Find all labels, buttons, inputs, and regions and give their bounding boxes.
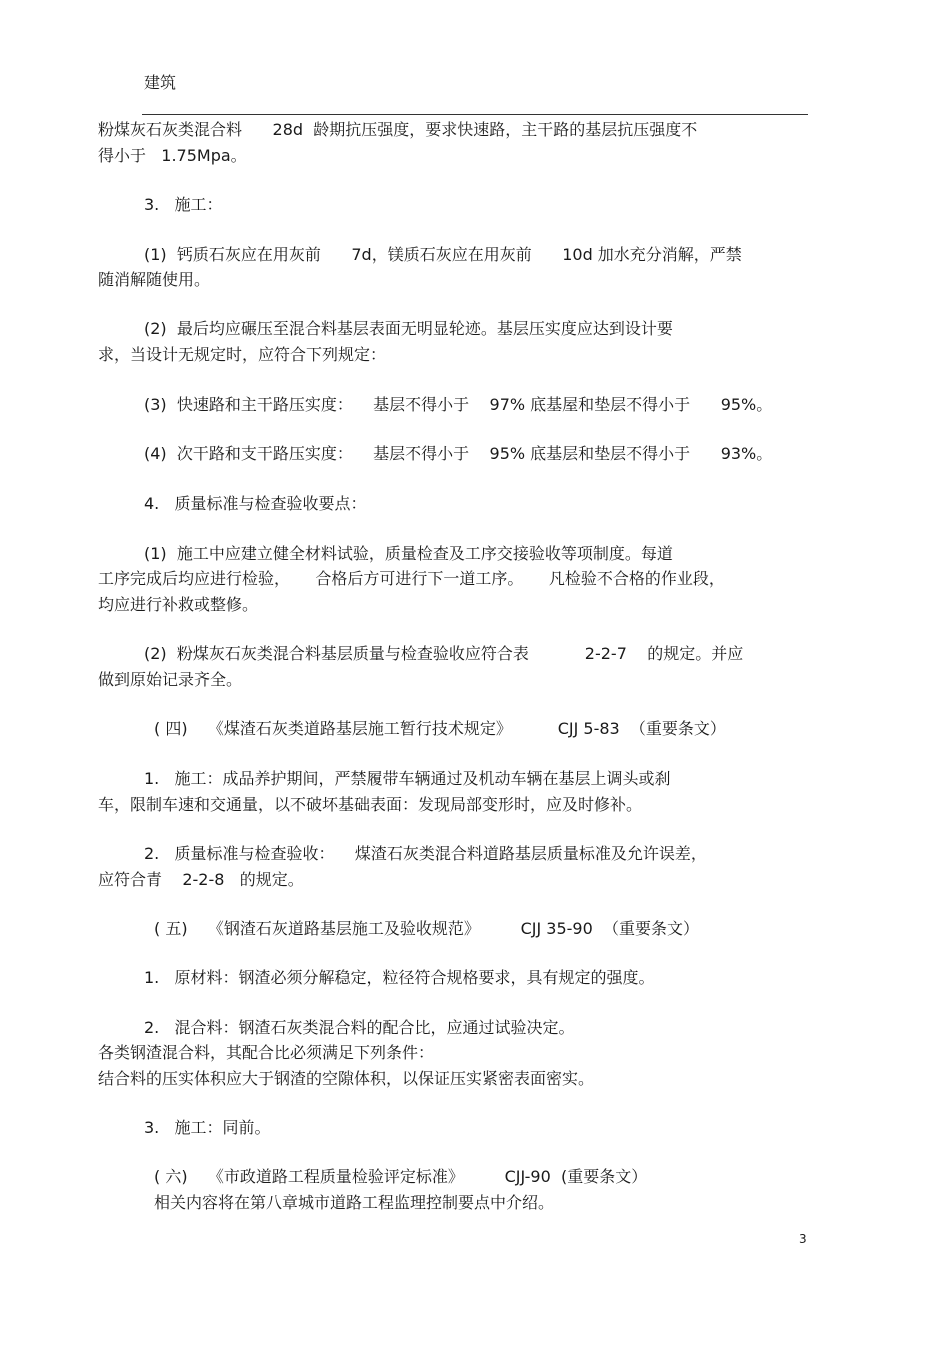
text-line: (2) 粉煤灰石灰类混合料基层质量与检查验收应符合表 2-2-7 的规定。并应	[144, 644, 744, 663]
page-number: 3	[799, 1232, 807, 1246]
text-line: (1) 钙质石灰应在用灰前 7d，镁质石灰应在用灰前 10d 加水充分消解，严禁	[144, 245, 742, 264]
text-line: 求，当设计无规定时，应符合下列规定：	[98, 345, 387, 364]
text-line: 做到原始记录齐全。	[98, 670, 243, 689]
text-line: (3) 快速路和主干路压实度： 基层不得小于 97% 底基屋和垫层不得小于 95%。	[144, 395, 773, 414]
text-line: 粉煤灰石灰类混合料 28d 龄期抗压强度，要求快速路，主干路的基层抗压强度不	[98, 120, 698, 139]
section-heading: ( 四) 《煤渣石灰类道路基层施工暂行技术规定》 CJJ 5-83 （重要条文）	[154, 719, 726, 738]
text-line: 2. 混合料：钢渣石灰类混合料的配合比，应通过试验决定。	[144, 1018, 575, 1037]
text-line: (2) 最后均应碾压至混合料基层表面无明显轮迹。基层压实度应达到设计要	[144, 319, 673, 338]
section-heading: ( 六) 《市政道路工程质量检验评定标准》 CJJ-90 (重要条文）	[154, 1167, 648, 1186]
text-line: 2. 质量标准与检查验收： 煤渣石灰类混合料道路基层质量标准及允许误差，	[144, 844, 707, 863]
text-line: 各类钢渣混合料，其配合比必须满足下列条件：	[98, 1043, 435, 1062]
running-header: 建筑	[144, 73, 177, 92]
text-line: 1. 施工：成品养护期间，严禁履带车辆通过及机动车辆在基层上调头或刹	[144, 769, 671, 788]
section-heading: 3. 施工：	[144, 195, 223, 214]
text-line: 车，限制车速和交通量，以不破坏基础表面：发现局部变形时，应及时修补。	[98, 795, 643, 814]
section-heading: ( 五) 《钢渣石灰道路基层施工及验收规范》 CJJ 35-90 （重要条文）	[154, 919, 699, 938]
section-heading: 3. 施工：同前。	[144, 1118, 271, 1137]
text-line: (1) 施工中应建立健全材料试验，质量检查及工序交接验收等项制度。每道	[144, 544, 673, 563]
text-line: 结合料的压实体积应大于钢渣的空隙体积，以保证压实紧密表面密实。	[98, 1069, 595, 1088]
text-line: 相关内容将在第八章城市道路工程监理控制要点中介绍。	[154, 1193, 555, 1212]
text-line: (4) 次干路和支干路压实度： 基层不得小于 95% 底基层和垫层不得小于 93%。	[144, 444, 773, 463]
text-line: 工序完成后均应进行检验， 合格后方可进行下一道工序。 凡检验不合格的作业段，	[98, 569, 725, 588]
section-heading: 4. 质量标准与检查验收要点：	[144, 494, 367, 513]
text-line: 随消解随使用。	[98, 270, 211, 289]
text-line: 应符合青 2-2-8 的规定。	[98, 870, 304, 889]
text-line: 均应进行补救或整修。	[98, 595, 259, 614]
text-line: 得小于 1.75Mpa。	[98, 146, 247, 165]
text-line: 1. 原材料：钢渣必须分解稳定，粒径符合规格要求，具有规定的强度。	[144, 968, 655, 987]
header-rule	[142, 114, 808, 115]
